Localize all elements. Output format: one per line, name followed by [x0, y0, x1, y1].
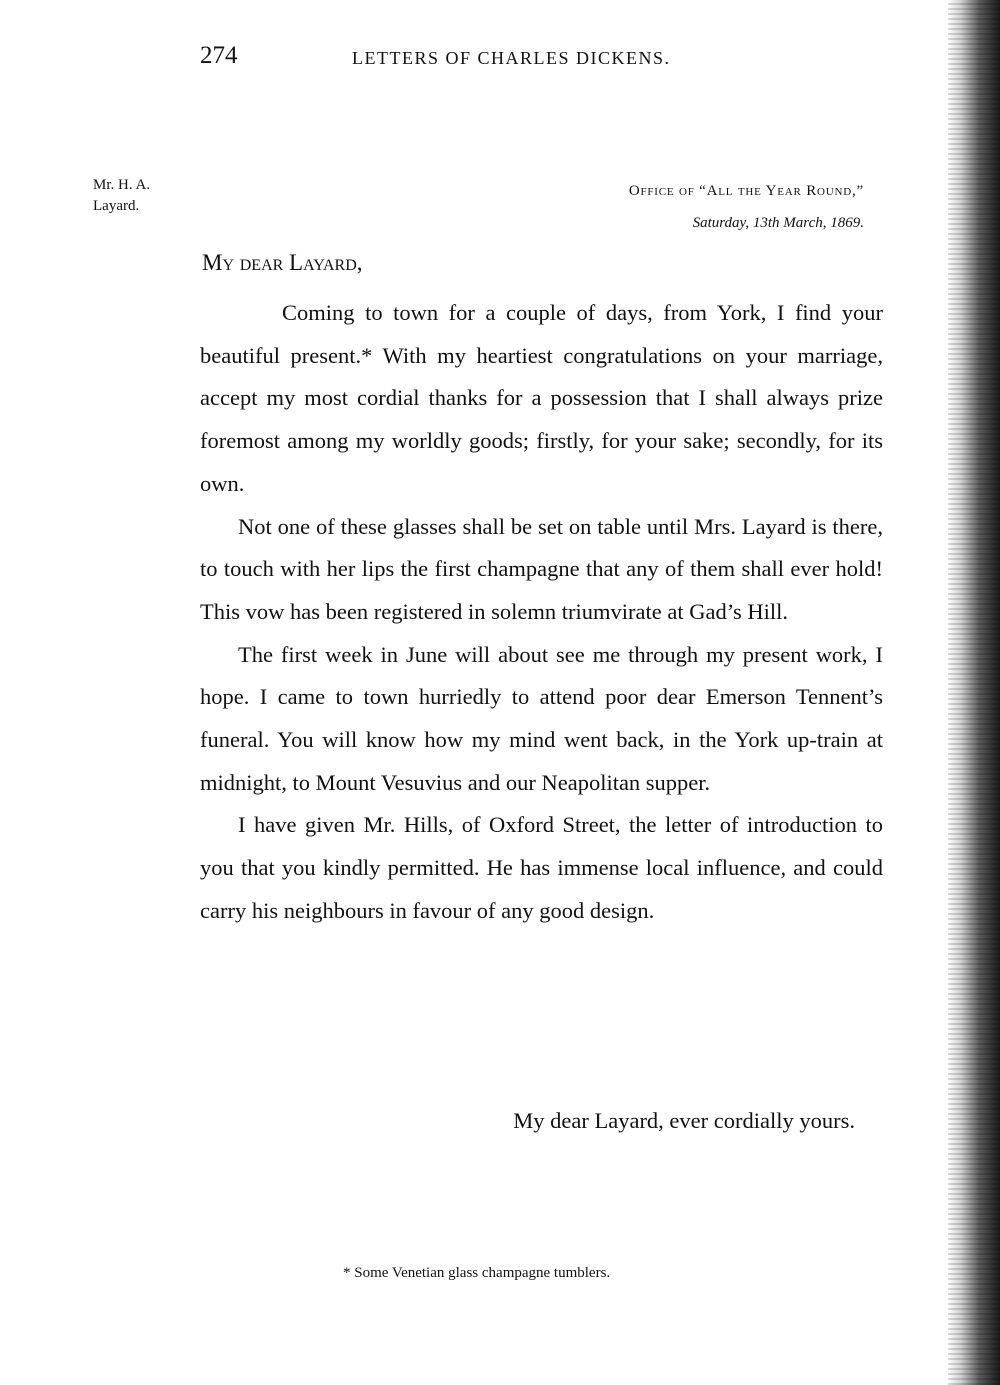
letter-paragraph: Coming to town for a couple of days, from York, I find your beautiful present.* With my heartiest congratulations on your marriage, accept my most cordial thanks for a possession that I shall always prize foremost among my worldly goods; firstly, for your sake; secondly, for its own.	[200, 300, 883, 496]
footnote: * Some Venetian glass champagne tumblers.	[343, 1265, 611, 1281]
letter-body	[200, 292, 883, 933]
page-number: 274	[200, 42, 238, 69]
letter-paragraph: I have given Mr. Hills, of Oxford Street, the letter of introduction to you that you kindly permitted. He has immense local influence, and could carry his neighbours in favour of any good design.	[200, 812, 883, 923]
letter-date: Saturday, 13th March, 1869.	[692, 215, 864, 231]
letter-paragraph: Not one of these glasses shall be set on table until Mrs. Layard is there, to touch with her lips the first champagne that any of them shall ever hold! This vow has been registered in solemn triumvirate at Gad’s Hill.	[200, 513, 883, 624]
letter-paragraph: The first week in June will about see me through my present work, I hope. I came to town hurriedly to attend poor dear Emerson Tennent’s funeral. You will know how my mind went back, in the York up-train at midnight, to Mount Vesuvius and our Neapolitan supper.	[200, 641, 883, 795]
margin-note-line: Layard.	[93, 198, 140, 214]
running-title: LETTERS OF CHARLES DICKENS.	[352, 48, 671, 68]
margin-note	[93, 175, 150, 217]
letter-salutation: My dear Layard,	[202, 250, 363, 275]
letter-closing: My dear Layard, ever cordially yours.	[513, 1108, 855, 1133]
letter-dateline	[629, 175, 864, 239]
margin-note-line: Mr. H. A.	[93, 177, 151, 193]
page-edge-shadow	[948, 0, 1000, 1385]
office-address: Office of “All the Year Round,”	[628, 183, 864, 199]
page-header	[200, 42, 900, 76]
